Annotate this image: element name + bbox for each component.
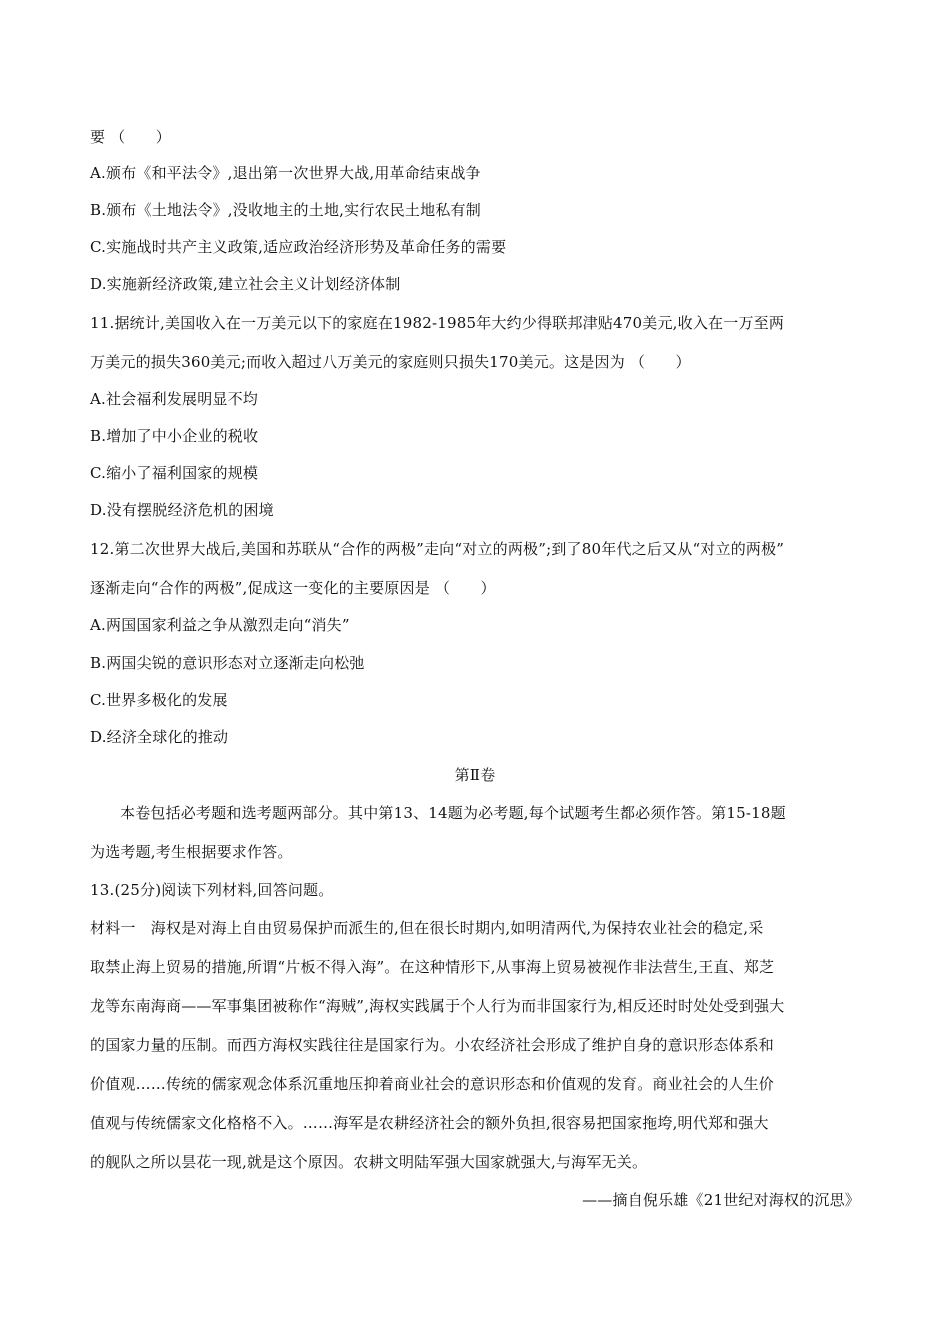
section-instructions-line1: 本卷包括必考题和选考题两部分。其中第13、14题为必考题,每个试题考生都必须作答。第15-18题	[120, 804, 786, 822]
material-one-line6: 值观与传统儒家文化格格不入。……海军是农耕经济社会的额外负担,很容易把国家拖垮,明代郑和强大	[90, 1114, 769, 1132]
q10-option-c: C.实施战时共产主义政策,适应政治经济形势及革命任务的需要	[90, 238, 507, 256]
q11-option-c: C.缩小了福利国家的规模	[90, 464, 259, 482]
section-title: 第Ⅱ卷	[454, 766, 496, 784]
section-instructions-line2: 为选考题,考生根据要求作答。	[90, 843, 293, 861]
material-one-line5: 价值观……传统的儒家观念体系沉重地压抑着商业社会的意识形态和价值观的发育。商业社会的人生价	[90, 1075, 775, 1093]
q13-stem: 13.(25分)阅读下列材料,回答问题。	[90, 881, 334, 899]
q12-stem-line1: 12.第二次世界大战后,美国和苏联从“合作的两极”走向“对立的两极”;到了80年代之后又从“对立的两极”	[90, 540, 785, 558]
q12-stem-line2: 逐渐走向“合作的两极”,促成这一变化的主要原因是 （ ）	[90, 579, 496, 597]
q12-option-a: A.两国国家利益之争从激烈走向“消失”	[90, 616, 350, 634]
q10-option-d: D.实施新经济政策,建立社会主义计划经济体制	[90, 275, 401, 293]
q11-option-a: A.社会福利发展明显不均	[90, 390, 259, 408]
q10-option-a: A.颁布《和平法令》,退出第一次世界大战,用革命结束战争	[90, 164, 481, 182]
material-one-line4: 的国家力量的压制。而西方海权实践往往是国家行为。小农经济社会形成了维护自身的意识形态体系和	[90, 1036, 775, 1054]
material-one-line7: 的舰队之所以昙花一现,就是这个原因。农耕文明陆军强大国家就强大,与海军无关。	[90, 1153, 648, 1171]
material-one-line3: 龙等东南海商——军事集团被称作“海贼”,海权实践属于个人行为而非国家行为,相反还时时处处受到强大	[90, 997, 785, 1015]
q11-stem-line1: 11.据统计,美国收入在一万美元以下的家庭在1982-1985年大约少得联邦津贴470美元,收入在一万至两	[90, 314, 785, 332]
material-one-line2: 取禁止海上贸易的措施,所谓“片板不得入海”。在这种情形下,从事海上贸易被视作非法营生,王直、郑芝	[90, 958, 775, 976]
material-one-source: ——摘自倪乐雄《21世纪对海权的沉思》	[582, 1191, 860, 1209]
material-one-line1: 材料一 海权是对海上自由贸易保护而派生的,但在很长时期内,如明清两代,为保持农业社会的稳定,采	[90, 919, 764, 937]
q12-option-b: B.两国尖锐的意识形态对立逐渐走向松弛	[90, 654, 365, 672]
q12-option-d: D.经济全球化的推动	[90, 728, 229, 746]
q12-option-c: C.世界多极化的发展	[90, 691, 228, 709]
q10-option-b: B.颁布《土地法令》,没收地主的土地,实行农民土地私有制	[90, 201, 481, 219]
q10-stem-end: 要 （ ）	[90, 128, 171, 146]
q11-option-d: D.没有摆脱经济危机的困境	[90, 501, 274, 519]
q11-option-b: B.增加了中小企业的税收	[90, 427, 259, 445]
q11-stem-line2: 万美元的损失360美元;而收入超过八万美元的家庭则只损失170美元。这是因为 （ ）	[90, 353, 691, 371]
